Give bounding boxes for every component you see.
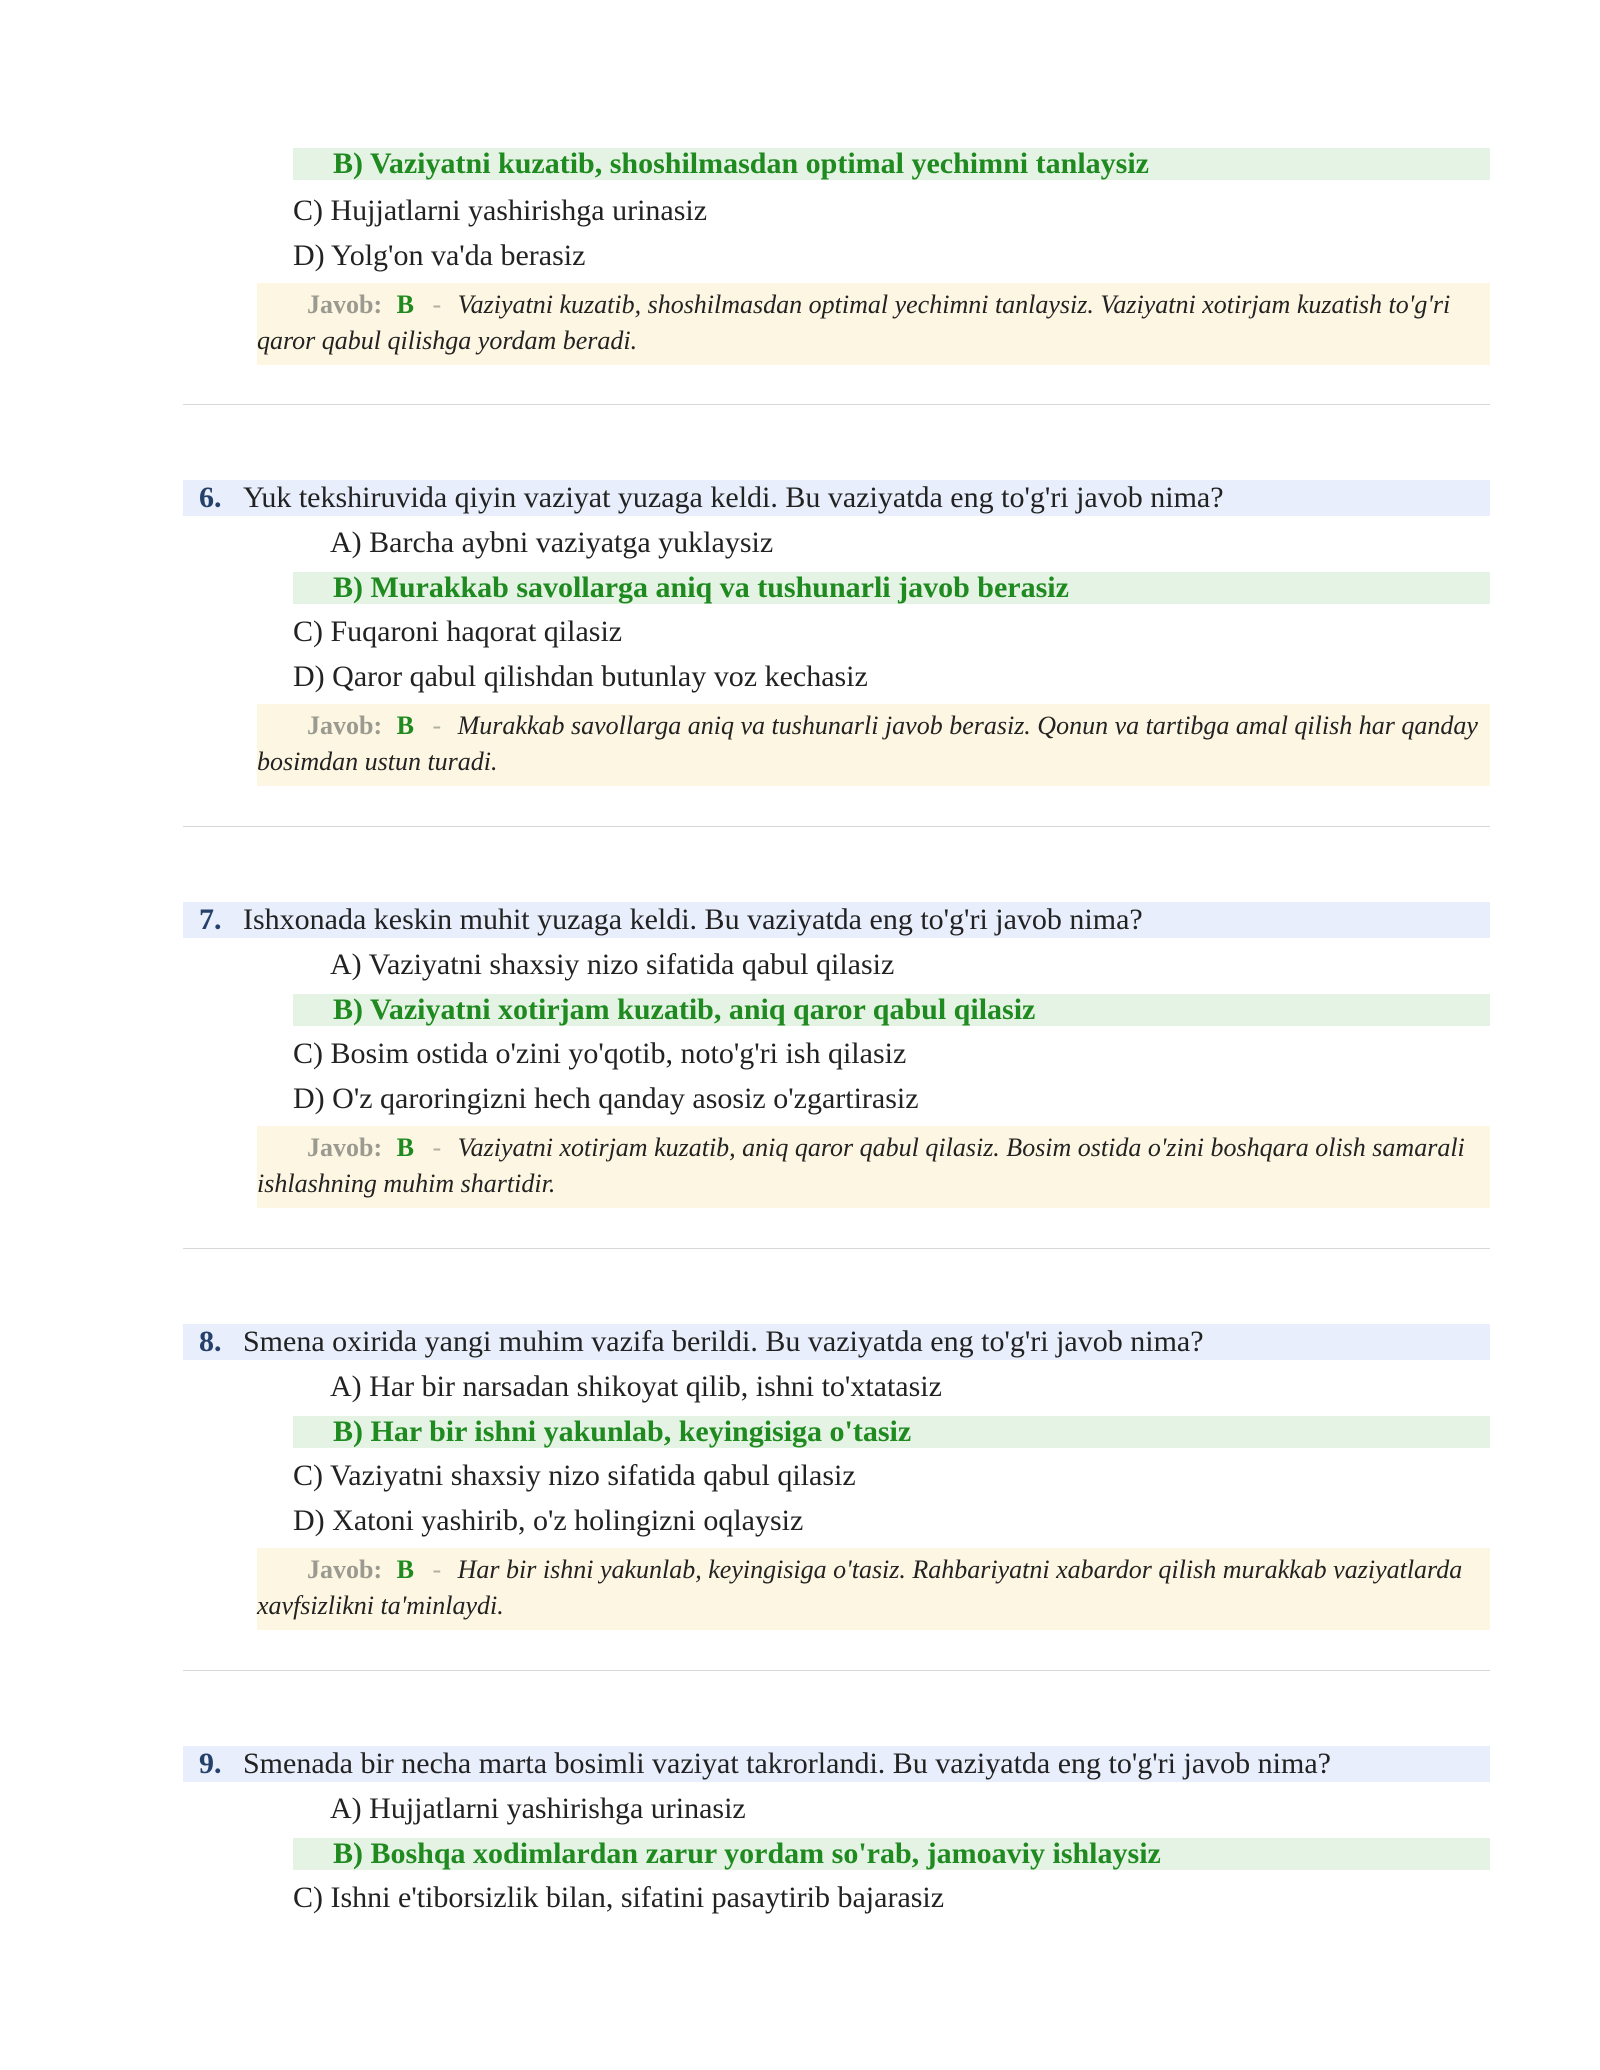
option-d: D) Xatoni yashirib, o'z holingizni oqlaysiz	[293, 1504, 804, 1537]
option-c: C) Hujjatlarni yashirishga urinasiz	[293, 194, 708, 227]
question-header	[183, 1324, 1490, 1360]
question-header	[183, 480, 1490, 516]
question-header	[183, 902, 1490, 938]
divider	[183, 1248, 1490, 1249]
answer-dash: -	[432, 1555, 442, 1584]
option-c: C) Vaziyatni shaxsiy nizo sifatida qabul qilasiz	[293, 1459, 856, 1492]
option-d: D) Yolg'on va'da berasiz	[293, 239, 586, 272]
answer-label: Javob:	[307, 290, 383, 319]
divider	[183, 404, 1490, 405]
question-number: 8.	[199, 1325, 222, 1358]
question-number: 6.	[199, 481, 222, 514]
answer-dash: -	[432, 711, 442, 740]
answer-explanation: Vaziyatni xotirjam kuzatib, aniq qaror qabul qilasiz. Bosim ostida o'zini boshqara olish samarali ishlashning muhim shartidir.	[257, 1133, 1465, 1198]
option-a: A) Barcha aybni vaziyatga yuklaysiz	[330, 526, 774, 559]
answer-explanation: Har bir ishni yakunlab, keyingisiga o'tasiz. Rahbariyatni xabardor qilish murakkab vaziyatlarda xavfsizlikni ta'minlaydi.	[257, 1555, 1463, 1620]
answer-box	[257, 704, 1490, 786]
option-d: D) Qaror qabul qilishdan butunlay voz kechasiz	[293, 660, 868, 693]
answer-dash: -	[432, 1133, 442, 1162]
option-a: A) Har bir narsadan shikoyat qilib, ishni to'xtatasiz	[330, 1370, 942, 1403]
answer-explanation: Murakkab savollarga aniq va tushunarli javob berasiz. Qonun va tartibga amal qilish har qanday bosimdan ustun turadi.	[257, 711, 1478, 776]
answer-label: Javob:	[307, 1555, 383, 1584]
option-b-correct: B) Har bir ishni yakunlab, keyingisiga o'tasiz	[293, 1416, 1490, 1448]
divider	[183, 826, 1490, 827]
option-c: C) Bosim ostida o'zini yo'qotib, noto'g'ri ish qilasiz	[293, 1037, 907, 1070]
answer-explanation: Vaziyatni kuzatib, shoshilmasdan optimal yechimni tanlaysiz. Vaziyatni xotirjam kuzatish to'g'ri qaror qabul qilishga yordam beradi.	[257, 290, 1451, 355]
option-c: C) Ishni e'tiborsizlik bilan, sifatini pasaytirib bajarasiz	[293, 1881, 945, 1914]
option-b-correct: B) Vaziyatni xotirjam kuzatib, aniq qaror qabul qilasiz	[293, 994, 1490, 1026]
answer-box	[257, 1126, 1490, 1208]
option-b-correct: B) Murakkab savollarga aniq va tushunarli javob berasiz	[293, 572, 1490, 604]
question-text: Yuk tekshiruvida qiyin vaziyat yuzaga keldi. Bu vaziyatda eng to'g'ri javob nima?	[243, 481, 1224, 514]
option-c: C) Fuqaroni haqorat qilasiz	[293, 615, 623, 648]
question-number: 9.	[199, 1747, 222, 1780]
answer-box	[257, 283, 1490, 365]
divider	[183, 1670, 1490, 1671]
answer-label: Javob:	[307, 711, 383, 740]
option-b-correct: B) Vaziyatni kuzatib, shoshilmasdan optimal yechimni tanlaysiz	[293, 148, 1490, 180]
answer-letter: B	[396, 290, 414, 319]
option-d: D) O'z qaroringizni hech qanday asosiz o'zgartirasiz	[293, 1082, 919, 1115]
question-text: Smenada bir necha marta bosimli vaziyat takrorlandi. Bu vaziyatda eng to'g'ri javob nima?	[243, 1747, 1331, 1780]
question-header	[183, 1746, 1490, 1782]
option-a: A) Vaziyatni shaxsiy nizo sifatida qabul qilasiz	[330, 948, 895, 981]
answer-dash: -	[432, 290, 442, 319]
answer-letter: B	[396, 1555, 414, 1584]
answer-letter: B	[396, 711, 414, 740]
question-text: Smena oxirida yangi muhim vazifa berildi. Bu vaziyatda eng to'g'ri javob nima?	[243, 1325, 1204, 1358]
option-b-correct: B) Boshqa xodimlardan zarur yordam so'rab, jamoaviy ishlaysiz	[293, 1838, 1490, 1870]
question-text: Ishxonada keskin muhit yuzaga keldi. Bu vaziyatda eng to'g'ri javob nima?	[243, 903, 1143, 936]
answer-letter: B	[396, 1133, 414, 1162]
question-number: 7.	[199, 903, 222, 936]
answer-box	[257, 1548, 1490, 1630]
option-a: A) Hujjatlarni yashirishga urinasiz	[330, 1792, 746, 1825]
answer-label: Javob:	[307, 1133, 383, 1162]
